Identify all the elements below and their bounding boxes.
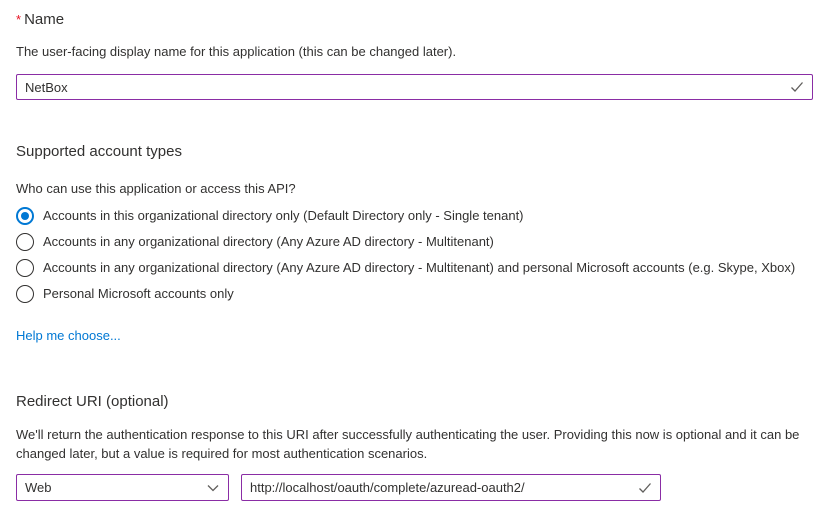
name-field-label [16,10,813,30]
radio-button-icon[interactable] [16,285,34,303]
redirect-uri-input-wrap [241,474,661,501]
platform-select-value: Web [25,480,52,495]
required-asterisk: * [16,12,22,27]
radio-option-multitenant-personal[interactable] [16,255,813,281]
help-me-choose-link[interactable]: Help me choose... [16,328,121,343]
radio-option-multitenant[interactable] [16,229,813,255]
radio-option-label: Accounts in any organizational directory (Any Azure AD directory - Multitenant) and personal Microsoft accounts (e.g. Skype, Xbox) [43,260,796,275]
account-types-question: Who can use this application or access this API? [16,181,296,196]
redirect-uri-description [16,425,813,463]
account-types-radio-group [16,203,813,307]
radio-button-icon[interactable] [16,207,34,225]
redirect-description-line2: changed later, but a value is required for most authentication scenarios. [16,446,428,461]
name-input[interactable] [16,74,813,100]
radio-button-icon[interactable] [16,259,34,277]
chevron-down-icon [206,481,220,495]
name-input-wrap [16,74,813,100]
platform-select[interactable] [16,474,229,501]
radio-option-label: Accounts in this organizational directory only (Default Directory only - Single tenant) [43,208,524,223]
redirect-description-line1: We'll return the authentication response to this URI after successfully authenticating the user. Providing this now is optional and it can be [16,427,800,442]
redirect-uri-input[interactable] [241,474,661,501]
radio-option-label: Personal Microsoft accounts only [43,286,234,301]
app-registration-form [0,10,829,501]
name-label-text: Name [24,11,65,28]
radio-button-icon[interactable] [16,233,34,251]
supported-account-types-title: Supported account types [16,143,182,160]
radio-option-personal-only[interactable] [16,281,813,307]
radio-option-single-tenant[interactable] [16,203,813,229]
redirect-uri-row [16,474,813,501]
radio-option-label: Accounts in any organizational directory (Any Azure AD directory - Multitenant) [43,234,494,249]
name-field-description: The user-facing display name for this application (this can be changed later). [16,44,457,59]
redirect-uri-title: Redirect URI (optional) [16,393,169,410]
